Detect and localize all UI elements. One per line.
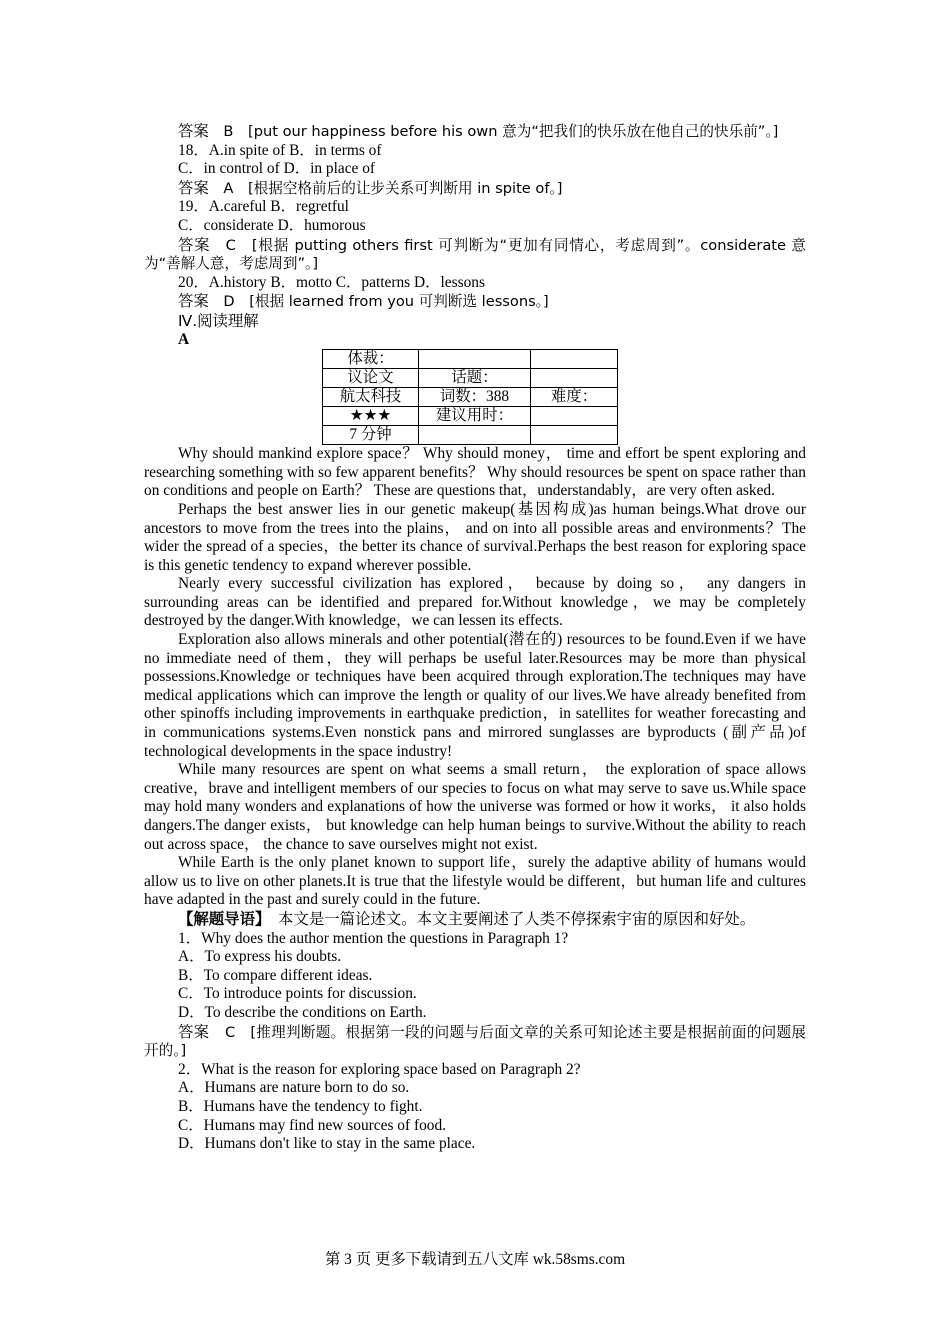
answer-line bbox=[144, 122, 806, 142]
info-row bbox=[323, 369, 618, 388]
option: A．Humans are nature born to do so. bbox=[178, 1079, 410, 1097]
info-cell: 7 分钟 bbox=[323, 426, 419, 445]
answer-label: 答案 bbox=[178, 178, 209, 197]
q1-answer-label: 答案 bbox=[178, 1022, 210, 1041]
q1-options bbox=[144, 948, 806, 1022]
info-row bbox=[323, 388, 618, 407]
option: B．To compare different ideas. bbox=[178, 966, 373, 984]
q2-stem: 2．What is the reason for exploring space based on Paragraph 2? bbox=[178, 1060, 581, 1078]
info-cell: 航太科技 bbox=[323, 388, 419, 407]
document-page bbox=[144, 122, 806, 1154]
option: D．To describe the conditions on Earth. bbox=[178, 1003, 427, 1021]
q2-options bbox=[144, 1079, 806, 1153]
guide-label: 【解题导语】 bbox=[178, 909, 263, 928]
info-cell: 词数：388 bbox=[419, 388, 531, 407]
info-cell bbox=[531, 407, 618, 426]
answer-line bbox=[144, 236, 806, 274]
info-cell bbox=[531, 350, 618, 369]
info-cell bbox=[531, 369, 618, 388]
answer-text: C [根据 putting others first 可判断为“更加有同情心，考虑周到”。considerate 意为“善解人意，考虑周到”。] bbox=[144, 236, 806, 273]
passage-paragraph: Why should mankind explore space？ Why should money， time and effort be spent exploring and researching something with so few apparent benefits？ Why should resources be spent on space rather than on conditions and people on Earth？ These are questions that，understandably，are very often asked. bbox=[144, 445, 806, 500]
question-line: C．in control of D．in place of bbox=[178, 160, 376, 178]
info-cell: 话题： bbox=[419, 369, 531, 388]
guide-text: 本文是一篇论述文。本文主要阐述了人类不停探索宇宙的原因和好处。 bbox=[262, 909, 756, 928]
section-letter: A bbox=[178, 330, 190, 348]
passage bbox=[144, 445, 806, 910]
question-line: 20．A.history B．motto C．patterns D．lessons bbox=[178, 273, 485, 291]
answer-label: 答案 bbox=[178, 122, 209, 140]
info-cell: ★★★ bbox=[323, 407, 419, 426]
info-table bbox=[322, 349, 618, 445]
answer-text: B [put our happiness before his own 意为“把我们的快乐放在他自己的快乐前”。] bbox=[208, 123, 779, 140]
info-cell bbox=[419, 350, 531, 369]
option: C．To introduce points for discussion. bbox=[178, 985, 417, 1003]
passage-paragraph: Exploration also allows minerals and other potential(潜在的) resources to be found.Even if we have no immediate need of them，they will perhaps be useful later.Resources may be more than physical possessions.Knowledge or techniques have been acquired through exploration.The techniques may have medical applications which can improve the length or quality of our lives.We have already benefited from other spinoffs including improvements in earthquake prediction，in satellites for weather forecasting and in communications systems.Even nonstick pans and mirrored sunglasses are byproducts (副产品)of technological developments in the space industry! bbox=[144, 631, 806, 760]
info-cell bbox=[419, 426, 531, 445]
passage-paragraph: While many resources are spent on what seems a small return， the exploration of space allows creative，brave and intelligent members of our species to focus on what may serve to save us.While space may hold many wonders and explanations of how the universe was formed or how it works， it also holds dangers.The danger exists， but knowledge can help human beings to survive.Without the ability to reach out across space， the chance to save ourselves might not exist. bbox=[144, 761, 806, 853]
option: D．Humans don't like to stay in the same place. bbox=[178, 1135, 476, 1153]
answer-label: 答案 bbox=[178, 292, 209, 311]
info-cell: 体裁： bbox=[323, 350, 419, 369]
section-title: Ⅳ.阅读理解 bbox=[178, 311, 259, 330]
option: C．Humans may find new sources of food. bbox=[178, 1116, 447, 1134]
info-cell: 议论文 bbox=[323, 369, 419, 388]
page-footer: 第 3 页 更多下载请到五八文库 wk.58sms.com bbox=[324, 1251, 626, 1268]
answer-text: D [根据 learned from you 可判断选 lessons。] bbox=[208, 293, 549, 311]
q1-stem: 1．Why does the author mention the questions in Paragraph 1? bbox=[178, 929, 569, 947]
q1-answer bbox=[144, 1023, 806, 1061]
option: A．To express his doubts. bbox=[178, 948, 342, 966]
answer-text: A [根据空格前后的让步关系可判断用 in spite of。] bbox=[208, 179, 563, 197]
answer-block bbox=[144, 122, 806, 312]
answer-label: 答案 bbox=[178, 235, 211, 254]
info-row bbox=[323, 350, 618, 369]
passage-paragraph: While Earth is the only planet known to support life，surely the adaptive ability of humans would allow us to live on other planets.It is true that the lifestyle would be different，but human life and cultures have adapted in the past and surely could in the future. bbox=[144, 854, 806, 909]
option: B．Humans have the tendency to fight. bbox=[178, 1097, 423, 1115]
info-cell: 难度： bbox=[531, 388, 618, 407]
info-cell: 建议用时： bbox=[419, 407, 531, 426]
passage-paragraph: Perhaps the best answer lies in our genetic makeup(基因构成)as human beings.What drove our ancestors to move from the trees into the plains， and on into all possible areas and environments？The wider the spread of a species，the better its chance of survival.Perhaps the best reason for exploring space is this genetic tendency to expand wherever possible. bbox=[144, 500, 806, 574]
question-line: C．considerate D．humorous bbox=[178, 216, 366, 234]
answer-line bbox=[144, 179, 806, 199]
q1-answer-text: C [推理判断题。根据第一段的问题与后面文章的关系可知论述主要是根据前面的问题展开的。] bbox=[144, 1023, 806, 1060]
info-row bbox=[323, 426, 618, 445]
info-cell bbox=[531, 426, 618, 445]
passage-paragraph: Nearly every successful civilization has explored， because by doing so， any dangers in surrounding areas can be identified and prepared for.Without knowledge，we may be completely destroyed by the danger.With knowledge，we can lessen its effects. bbox=[144, 575, 806, 630]
question-line: 18．A.in spite of B．in terms of bbox=[178, 141, 382, 159]
guide bbox=[144, 910, 806, 930]
question-line: 19．A.careful B．regretful bbox=[178, 198, 349, 216]
answer-line bbox=[144, 292, 806, 312]
info-row bbox=[323, 407, 618, 426]
